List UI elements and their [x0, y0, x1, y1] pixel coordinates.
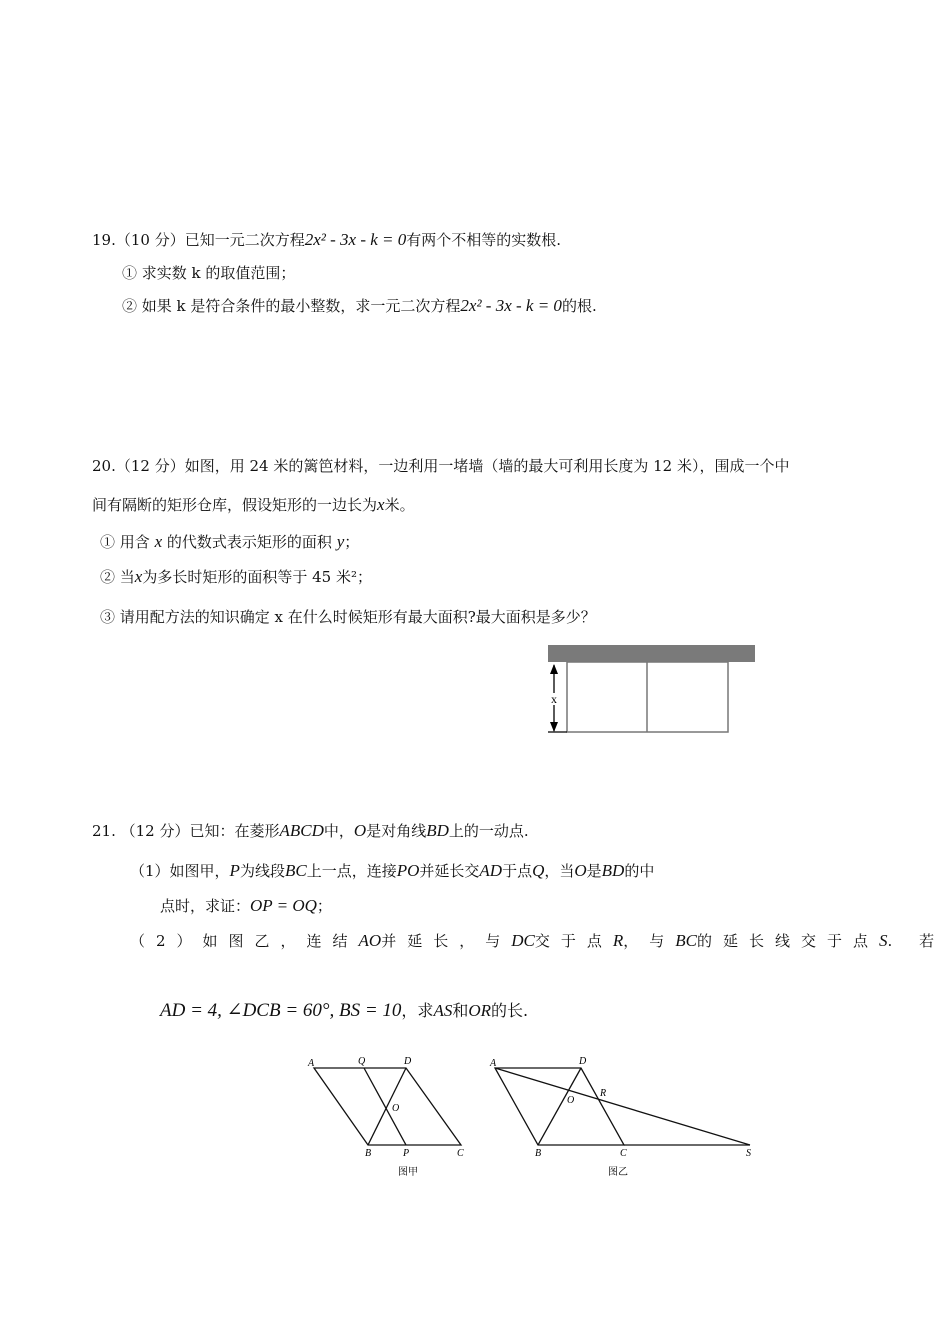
var-p: P [229, 861, 240, 880]
q21-part2 [130, 930, 945, 952]
point-r: R [600, 1088, 607, 1099]
q21-stem [92, 820, 529, 842]
q20-var-x: x [377, 495, 385, 514]
var-as: AS [433, 1001, 453, 1020]
point-c: C [457, 1148, 464, 1159]
q21-stem-mid: 中， [323, 822, 354, 840]
var-ad: AD [479, 861, 503, 880]
var-bc2: BC [675, 931, 698, 950]
q20-part2-var-x: x [134, 567, 143, 586]
q21-condition-equation: AD = 4, ∠DCB = 60°, BS = 10 [160, 1000, 402, 1021]
q20-number: 20. [92, 457, 116, 475]
q20-part3: ③ 请用配方法的知识确定 x 在什么时候矩形有最大面积?最大面积是多少？ [100, 608, 596, 626]
point-o-2: O [567, 1095, 575, 1106]
q19-number: 19. [92, 231, 116, 249]
q20-line1 [92, 455, 789, 477]
t3: 并延长交 [419, 862, 480, 880]
q19-equation: 2x² - 3x - k = 0 [304, 230, 407, 249]
var-or: OR [468, 1001, 492, 1020]
q20-score: （12 分） [115, 457, 185, 475]
q19-score: （10 分） [115, 231, 185, 249]
point-b-2: B [535, 1148, 542, 1159]
warehouse-figure [540, 640, 760, 740]
q20-part1 [100, 531, 359, 553]
point-p: P [403, 1148, 410, 1159]
q20-line2-text: 间有隔断的矩形仓库，假设矩形的一边长为 [92, 496, 378, 514]
q19-stem [92, 229, 561, 251]
var-q: Q [532, 861, 545, 880]
point-a: A [308, 1058, 315, 1069]
var-ao: AO [358, 931, 382, 950]
t4: 于点 [502, 862, 533, 880]
var-r: R [612, 931, 624, 950]
var-o2: O [574, 861, 587, 880]
q19-part2 [122, 295, 597, 317]
t14: 和 [452, 1001, 469, 1020]
q21-part1 [130, 860, 654, 882]
t13: ，求 [401, 1001, 434, 1020]
t1: 为线段 [239, 862, 285, 880]
q19-stem-text: 已知一元二次方程 [184, 231, 305, 249]
q20-part2-end: 为多长时矩形的面积等于 45 米²； [142, 568, 372, 586]
q21-part1-line2-end: ； [316, 897, 332, 915]
q19-part1: ① 求实数 k 的取值范围； [122, 264, 296, 282]
q21-var-bd: BD [426, 821, 449, 840]
point-a-2: A [490, 1058, 497, 1069]
t5: ，当 [544, 862, 575, 880]
figure-yi [485, 1050, 765, 1185]
point-b: B [365, 1148, 372, 1159]
q20-part1-var-x: x [154, 532, 163, 551]
q21-stem-end: 上的一动点. [448, 822, 529, 840]
wall [548, 645, 755, 662]
q21-number: 21. [92, 822, 116, 840]
arrow-down-icon [550, 722, 558, 732]
q20-line2-end: 米。 [384, 496, 415, 514]
t7: 的中 [624, 862, 655, 880]
point-q: Q [358, 1056, 366, 1067]
dimension-label: x [551, 692, 557, 706]
point-d-2: D [579, 1056, 587, 1067]
var-s: S [879, 931, 888, 950]
t15: 的长. [491, 1001, 529, 1020]
q21-condition [160, 1000, 528, 1022]
q20-part2 [100, 566, 372, 588]
q21-stem-mid2: 是对角线 [366, 822, 427, 840]
point-o: O [392, 1103, 400, 1114]
t12: . 若 [887, 932, 946, 950]
point-s: S [746, 1148, 751, 1159]
q19-part2-end: 的根. [561, 297, 597, 315]
q20-part1-end: ； [344, 533, 360, 551]
q20-line2 [92, 494, 415, 516]
t6: 是 [586, 862, 602, 880]
var-dc: DC [511, 931, 535, 950]
q21-part1-text: （1）如图甲， [130, 862, 230, 880]
t11: 的延长线交于点 [697, 932, 880, 950]
segment-as [495, 1068, 750, 1145]
point-d: D [404, 1056, 412, 1067]
arrow-up-icon [550, 664, 558, 674]
figure-jia [300, 1050, 480, 1185]
q20-part1-var-y: y [336, 532, 345, 551]
t10: ，与 [623, 932, 676, 950]
var-bc: BC [284, 861, 307, 880]
q21-part1-equation: OP = OQ [250, 896, 317, 915]
var-po: PO [396, 861, 420, 880]
q19-part2-text: ② 如果 k 是符合条件的最小整数，求一元二次方程 [122, 297, 461, 315]
figure-jia-caption: 图甲 [398, 1167, 418, 1178]
q19-stem-end: 有两个不相等的实数根. [406, 231, 562, 249]
q21-var-abcd: ABCD [279, 821, 324, 840]
q21-part2-text: （2）如图乙，连结 [130, 932, 359, 950]
point-c-2: C [620, 1148, 627, 1159]
q19-part2-equation: 2x² - 3x - k = 0 [460, 296, 562, 315]
q21-part1-line2-text: 点时，求证： [160, 897, 251, 915]
var-bd2: BD [601, 861, 625, 880]
q21-var-o: O [353, 821, 367, 840]
q20-part2-text: ② 当 [100, 568, 135, 586]
q20-line1-text: 如图，用 24 米的篱笆材料，一边利用一堵墙（墙的最大可利用长度为 12 米），围成一个中 [184, 457, 790, 475]
figure-yi-caption: 图乙 [608, 1167, 628, 1178]
diagonal-bd-2 [538, 1068, 581, 1145]
q20-part1-text: ① 用含 [100, 533, 150, 551]
t9: 交于点 [534, 932, 613, 950]
q21-part1-line2 [160, 895, 332, 917]
q21-score: （12 分） [120, 822, 190, 840]
q21-stem-text: 已知：在菱形 [189, 822, 280, 840]
t2: 上一点，连接 [306, 862, 397, 880]
q20-part1-mid: 的代数式表示矩形的面积 [166, 533, 332, 551]
t8: 并延长，与 [381, 932, 512, 950]
